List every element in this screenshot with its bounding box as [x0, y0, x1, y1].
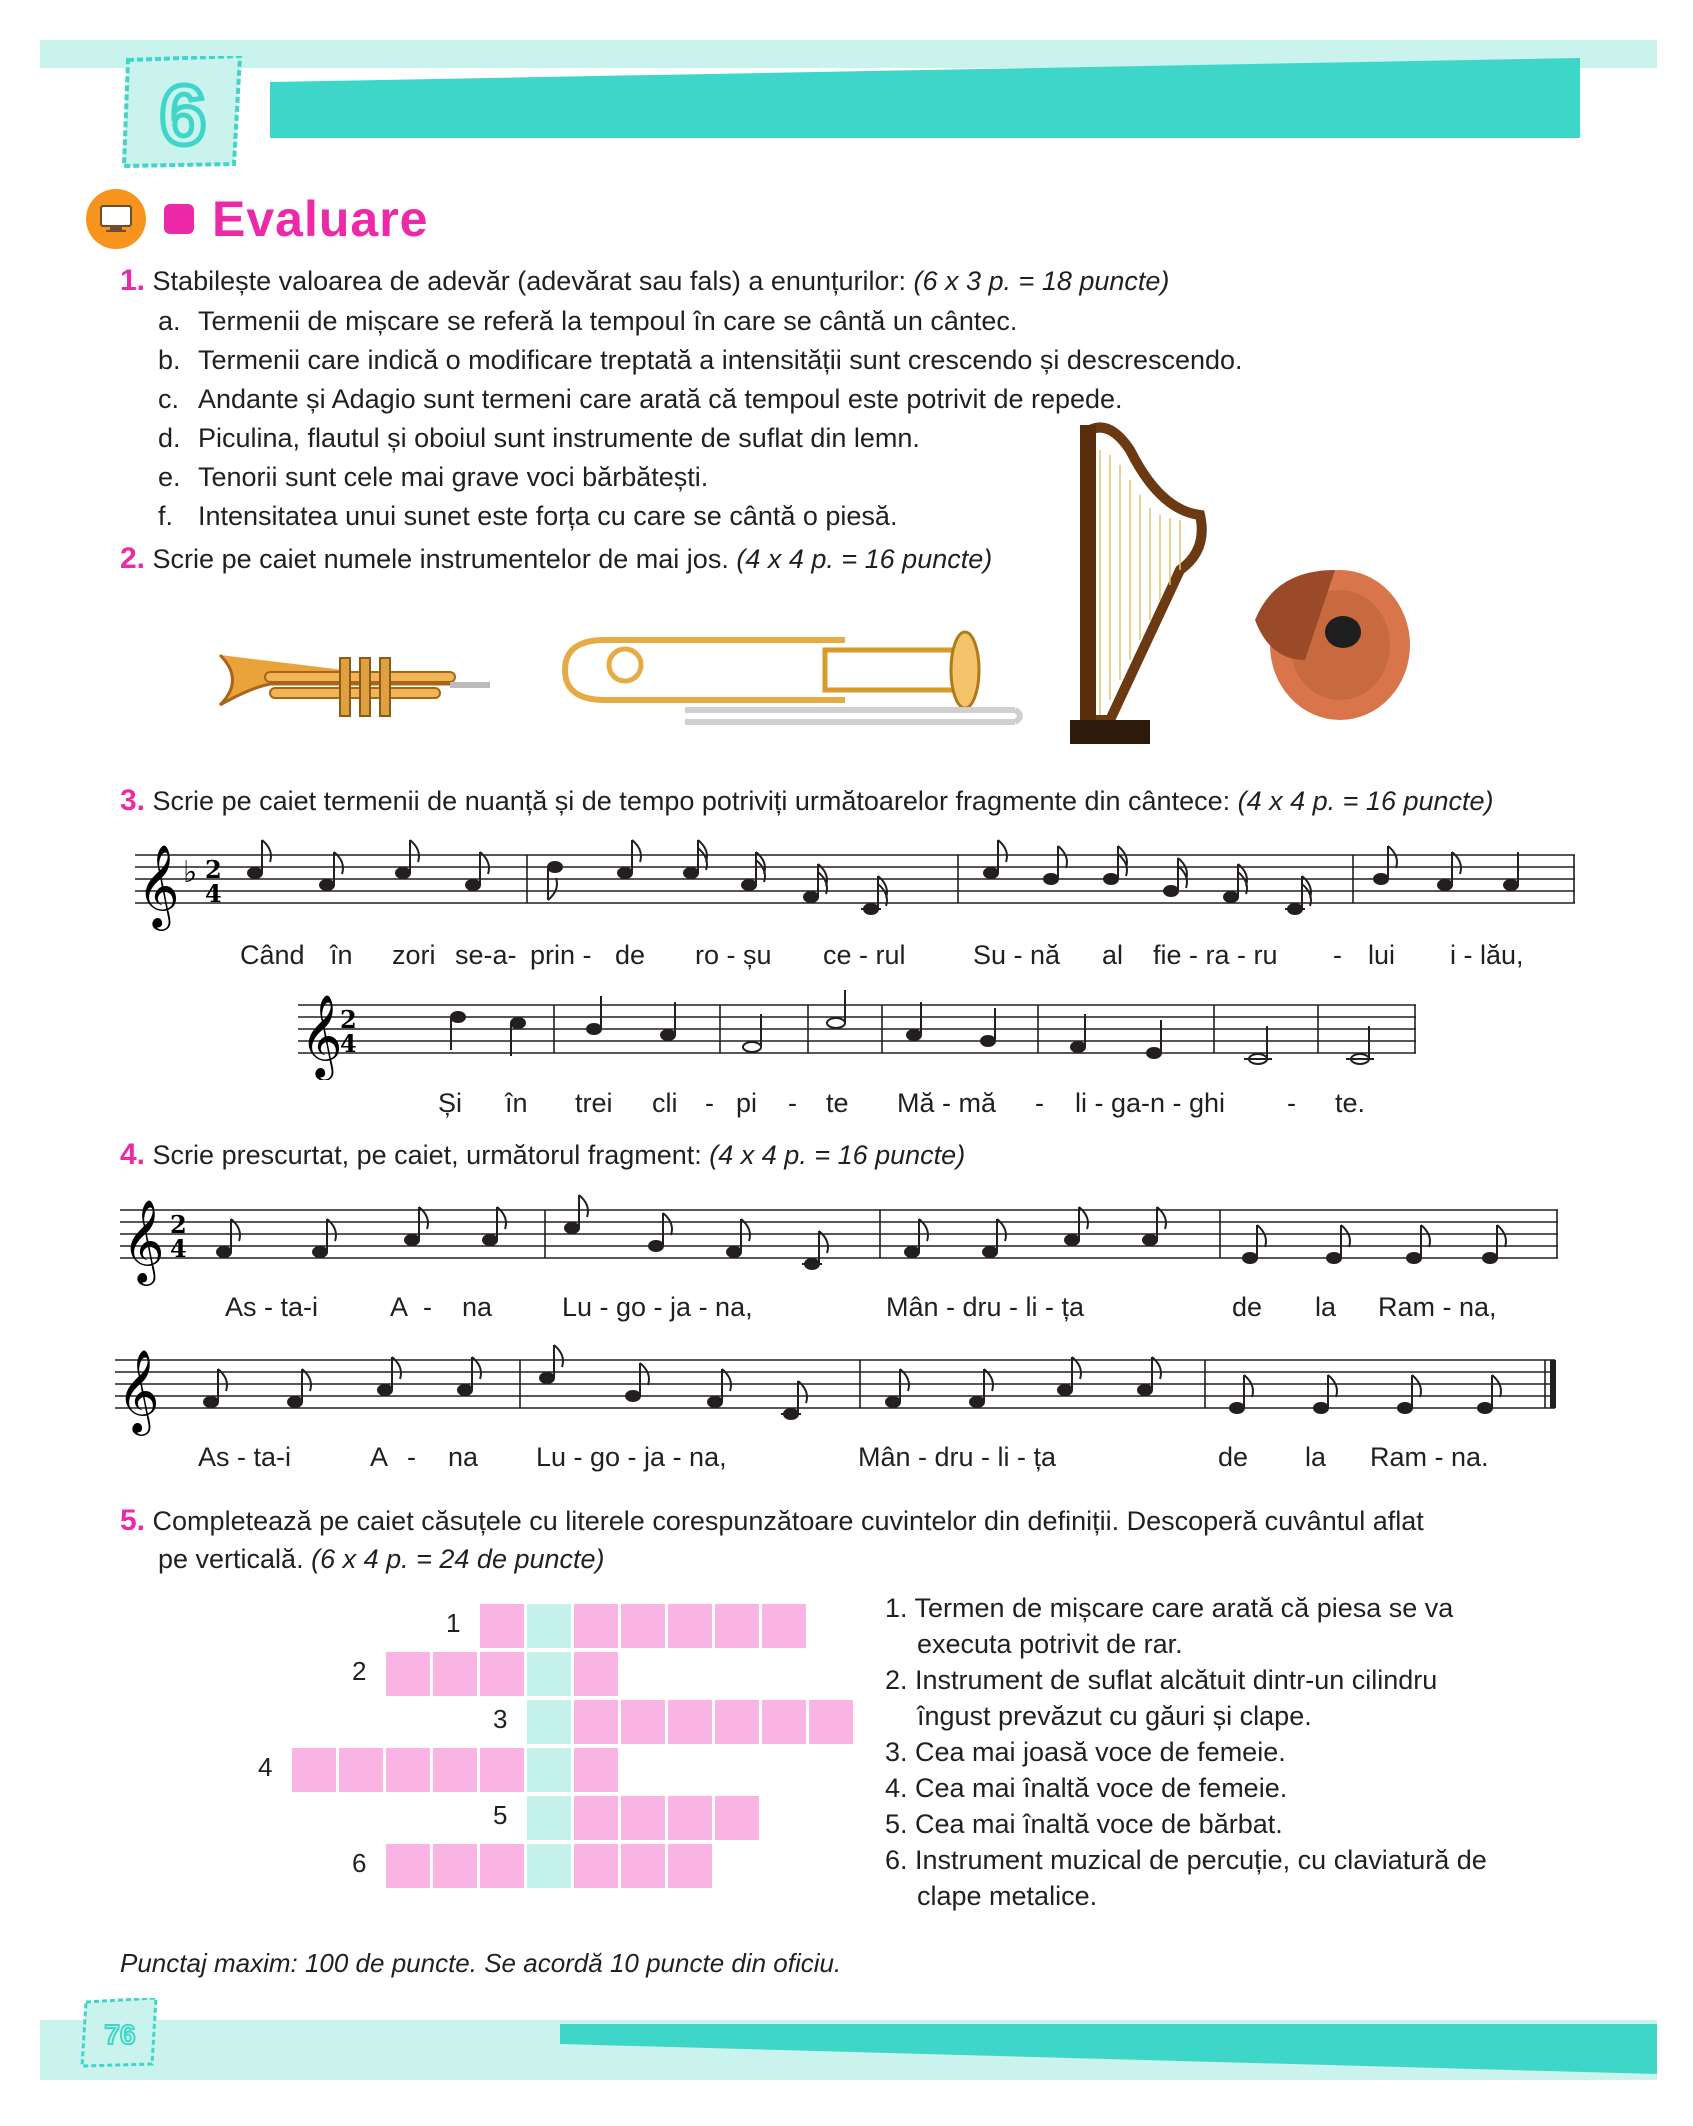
crossword-definitions [885, 1590, 1515, 1914]
question-text: Scrie pe caiet numele instrumentelor de mai jos. [152, 544, 737, 574]
top-band-teal [270, 58, 1580, 138]
svg-text:2: 2 [340, 1005, 357, 1034]
list-item: e. Tenorii sunt cele mai grave voci bărbătești. [158, 462, 709, 492]
question-text: Stabilește valoarea de adevăr (adevărat sau fals) a enunțurilor: [152, 266, 914, 296]
music-staff-3 [120, 1185, 1560, 1295]
crossword-grid: 1 2 3 4 5 6 [0, 0, 1693, 2126]
lyrics-line: Când în zori se-a- prin - de ro - șu ce - rul Su - nă al fie - ra - ru - lui i - lău, [240, 940, 1524, 970]
lyrics-line: As - ta-i A - na Lu - go - ja - na, Mân - dru - li - ța de la Ram - na, [225, 1292, 1497, 1322]
question-points: (4 x 4 p. = 16 puncte) [736, 544, 993, 574]
definition-item: 6. Instrument muzical de percuție, cu claviatură de clape metalice. [885, 1845, 1487, 1911]
music-staff-1 [135, 830, 1575, 940]
definition-item: 5. Cea mai înaltă voce de bărbat. [885, 1809, 1283, 1839]
list-item: d. Piculina, flautul și oboiul sunt instrumente de suflat din lemn. [158, 423, 920, 453]
title-marker [164, 204, 194, 234]
definition-item: 3. Cea mai joasă voce de femeie. [885, 1737, 1286, 1767]
page-number: 76 [104, 2019, 136, 2050]
music-staff-2 [298, 980, 1418, 1080]
question-points: (4 x 4 p. = 16 puncte) [1237, 786, 1494, 816]
lyrics-line: Și în trei cli - pi - te Mă - mă - li - ga-n - ghi - te. [438, 1088, 1366, 1118]
question-points: (6 x 4 p. = 24 de puncte) [311, 1544, 605, 1574]
question-number: 3. [120, 784, 146, 817]
list-item: a. Termenii de mișcare se referă la tempoul în care se cântă un cântec. [158, 306, 1018, 336]
question-points: (4 x 4 p. = 16 puncte) [709, 1140, 966, 1170]
lyrics-line: As - ta-i A - na Lu - go - ja - na, Mân - dru - li - ța de la Ram - na. [198, 1442, 1489, 1472]
question-3 [120, 782, 1494, 820]
svg-text:2: 2 [205, 855, 222, 884]
trumpet-image [210, 640, 490, 730]
trombone-image [545, 610, 1025, 740]
question-text: Scrie prescurtat, pe caiet, următorul fragment: [152, 1140, 710, 1170]
question-number: 4. [120, 1138, 146, 1171]
harp-image [1070, 420, 1210, 750]
question-text: Scrie pe caiet termenii de nuanță și de tempo potriviți următoarelor fragmente din cântece: [152, 786, 1238, 816]
svg-text:4: 4 [205, 879, 222, 908]
question-number: 1. [120, 264, 146, 297]
music-staff-4 [115, 1335, 1560, 1445]
svg-text:4: 4 [340, 1029, 357, 1058]
chapter-number: 6 [159, 68, 207, 162]
question-5 [120, 1502, 1560, 1540]
question-number: 5. [120, 1504, 146, 1537]
question-1 [120, 262, 1169, 300]
treble-clef-icon: 𝄞 [122, 1198, 165, 1282]
treble-clef-icon: 𝄞 [300, 993, 343, 1077]
list-item: c. Andante și Adagio sunt termeni care arată că tempoul este potrivit de repede. [158, 384, 1123, 414]
question-points: (6 x 3 p. = 18 puncte) [913, 266, 1170, 296]
cymbal-image [1245, 550, 1415, 725]
definition-item: 4. Cea mai înaltă voce de femeie. [885, 1773, 1288, 1803]
list-item: f. Intensitatea unui sunet este forța cu care se cântă o piesă. [158, 501, 898, 531]
question-number: 2. [120, 542, 146, 575]
question-4 [120, 1136, 965, 1174]
question-5-continued: pe verticală. (6 x 4 p. = 24 de puncte) [158, 1544, 605, 1574]
definition-item: 1. Termen de mișcare care arată că piesa se va executa potrivit de rar. [885, 1593, 1454, 1659]
flat-icon: ♭ [183, 855, 198, 890]
score-note: Punctaj maxim: 100 de puncte. Se acordă 10 puncte din oficiu. [120, 1948, 842, 1978]
list-item: b. Termenii care indică o modificare treptată a intensității sunt crescendo și descrescendo. [158, 345, 1243, 375]
computer-icon [86, 189, 146, 249]
svg-text:4: 4 [170, 1234, 187, 1263]
page-title: Evaluare [212, 191, 429, 247]
question-text: Completează pe caiet căsuțele cu literele corespunzătoare cuvintelor din definiții. Descoperă cuvântul aflat [152, 1506, 1424, 1536]
treble-clef-icon: 𝄞 [117, 1348, 160, 1432]
chapter-badge [120, 56, 246, 168]
svg-text:2: 2 [170, 1210, 187, 1239]
section-heading [86, 184, 428, 254]
definition-item: 2. Instrument de suflat alcătuit dintr-un cilindru îngust prevăzut cu găuri și clape. [885, 1665, 1438, 1731]
question-2 [120, 540, 992, 578]
page-number-badge [80, 1998, 160, 2068]
treble-clef-icon: 𝄞 [137, 843, 180, 927]
